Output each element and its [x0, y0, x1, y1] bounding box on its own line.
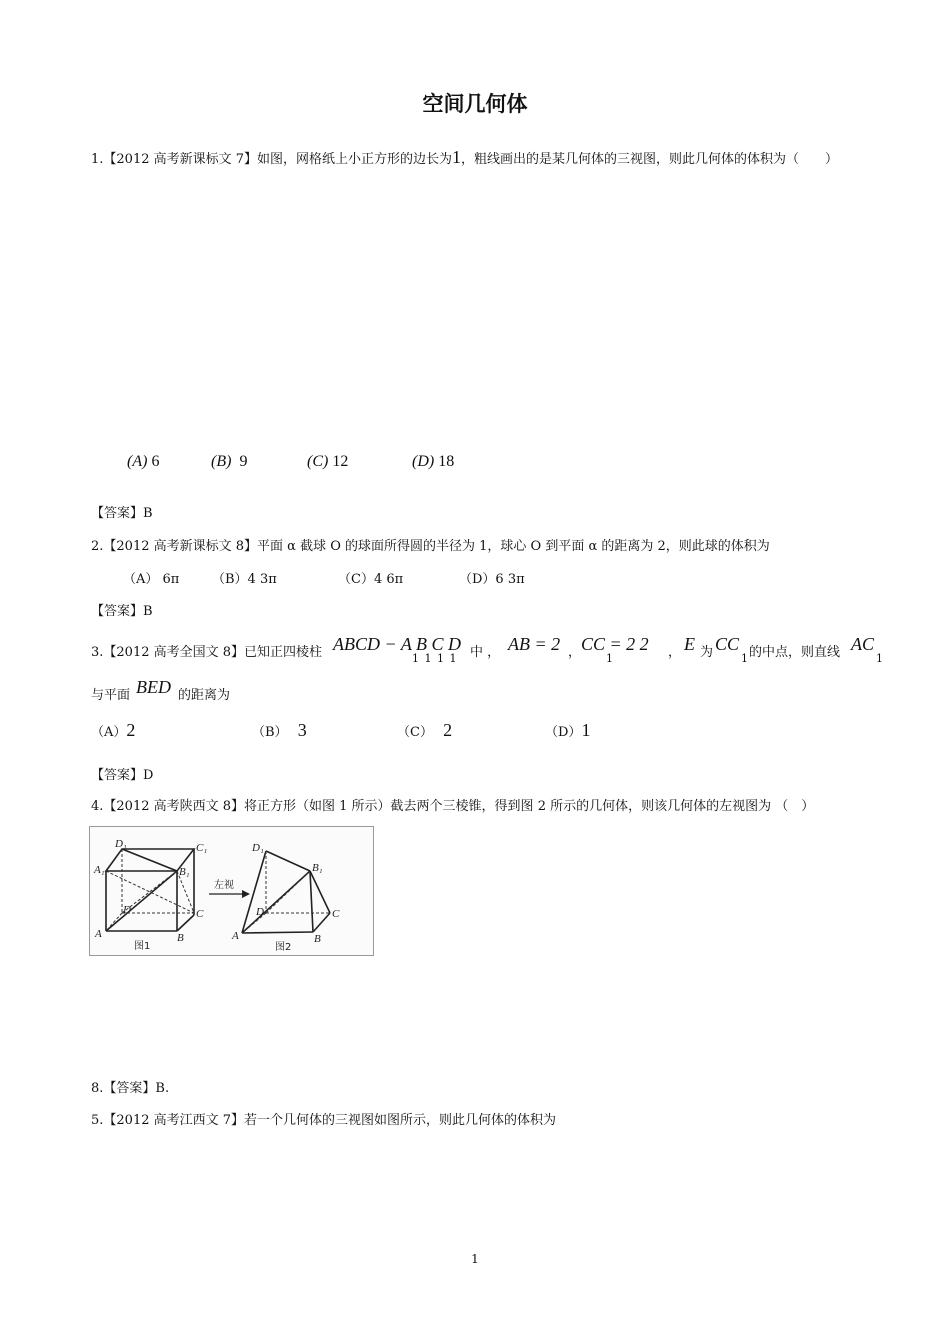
question-3-prism: ABCD − A B C D	[333, 634, 461, 654]
figure-1-caption: 图1	[134, 941, 151, 952]
question-1-option-b: (B) 9	[211, 453, 248, 470]
fig2-label-b: B	[314, 933, 321, 945]
question-4-figure	[89, 826, 374, 956]
figure-2-caption: 图2	[275, 942, 292, 953]
question-3-option-c: （C） 2	[397, 720, 453, 740]
question-4-text: 4.【2012 高考陕西文 8】将正方形（如图 1 所示）截去两个三棱锥，得到图 2 所示的几何体，则该几何体的左视图为 （ ）	[91, 799, 815, 814]
question-2-answer: 【答案】B	[91, 604, 153, 619]
question-2-option-c: （C）4 6π	[338, 572, 404, 587]
fig1-label-b: B	[177, 932, 184, 944]
fig1-label-c: C	[196, 908, 204, 920]
arrow-label: 左视	[214, 880, 234, 891]
fig1-label-d: D	[123, 904, 131, 916]
figure-1-hidden-edges	[106, 849, 194, 931]
question-1-option-a: (A) 6	[127, 453, 160, 470]
question-3-wei: 为	[700, 645, 714, 660]
question-5-text: 5.【2012 高考江西文 7】若一个几何体的三视图如图所示，则此几何体的体积为	[91, 1113, 557, 1128]
question-1-answer: 【答案】B	[91, 506, 153, 521]
fig1-label-a: A	[95, 928, 102, 940]
question-3-line2-b: 的距离为	[178, 688, 231, 703]
question-1	[91, 147, 838, 168]
cube-figure-svg	[90, 827, 373, 955]
fig1-label-b1: B₁	[179, 866, 190, 878]
question-3-comma-2: ，	[668, 645, 682, 660]
left-view-arrow	[209, 878, 250, 898]
fig2-label-d1: D₁	[252, 842, 264, 854]
fig2-label-d: D	[256, 906, 264, 918]
fig1-label-d1: D₁	[115, 838, 127, 850]
question-1-option-c: (C) 12	[307, 453, 349, 470]
question-1-text-a: 1.【2012 高考新课标文 7】如图，网格纸上小正方形的边长为	[91, 152, 453, 167]
question-3-bed: BED	[136, 677, 171, 697]
question-3-line2-a: 与平面	[91, 688, 131, 703]
question-2-option-d: （D）6 3π	[459, 572, 525, 587]
question-1-text-b: ，粗线画出的是某几何体的三视图，则此几何体的体积为（ ）	[461, 152, 839, 167]
question-3-option-d: （D）1	[545, 720, 591, 740]
question-3-comma-1: ，	[568, 645, 582, 660]
question-3-cc1: CC = 2 2	[581, 634, 649, 654]
question-1-option-d: (D) 18	[412, 453, 455, 470]
question-3-cc1-subscript: 1	[606, 652, 613, 665]
figure-1-cube	[106, 849, 194, 931]
fig2-label-c: C	[332, 908, 340, 920]
question-4-answer: 8.【答案】B.	[91, 1081, 170, 1096]
question-3-ab: AB = 2	[508, 634, 561, 654]
page-number: 1	[471, 1252, 479, 1266]
question-3-ac1-subscript: 1	[876, 652, 883, 665]
question-1-number: 1	[452, 147, 462, 167]
question-3-ac1: AC	[851, 634, 875, 654]
question-3-e: E	[684, 634, 695, 654]
question-3-option-a: （A）2	[91, 720, 136, 740]
fig2-label-a: A	[232, 930, 239, 942]
page-title: 空间几何体	[422, 92, 528, 116]
question-3-option-b: （B） 3	[252, 720, 307, 740]
fig1-label-c1: C₁	[196, 842, 208, 854]
question-3-prism-subscripts: 1 1 1 1	[412, 652, 457, 665]
question-3-text-b: 的中点，则直线	[749, 645, 841, 660]
fig1-label-a1: A₁	[94, 864, 105, 876]
question-2-option-b: （B）4 3π	[212, 572, 277, 587]
question-3-text-a: 3.【2012 高考全国文 8】已知正四棱柱	[91, 645, 323, 660]
question-2-option-a: （A） 6π	[123, 572, 180, 587]
question-3-answer: 【答案】D	[91, 768, 154, 783]
question-2-text: 2.【2012 高考新课标文 8】平面 α 截球 O 的球面所得圆的半径为 1，球心 O 到平面 α 的距离为 2，则此球的体积为	[91, 539, 770, 554]
question-3-cc1b-subscript: 1	[741, 652, 748, 665]
question-3-zhong: 中 ，	[470, 645, 501, 660]
fig2-label-b1: B₁	[312, 862, 323, 874]
question-3-cc1b: CC	[715, 634, 740, 654]
